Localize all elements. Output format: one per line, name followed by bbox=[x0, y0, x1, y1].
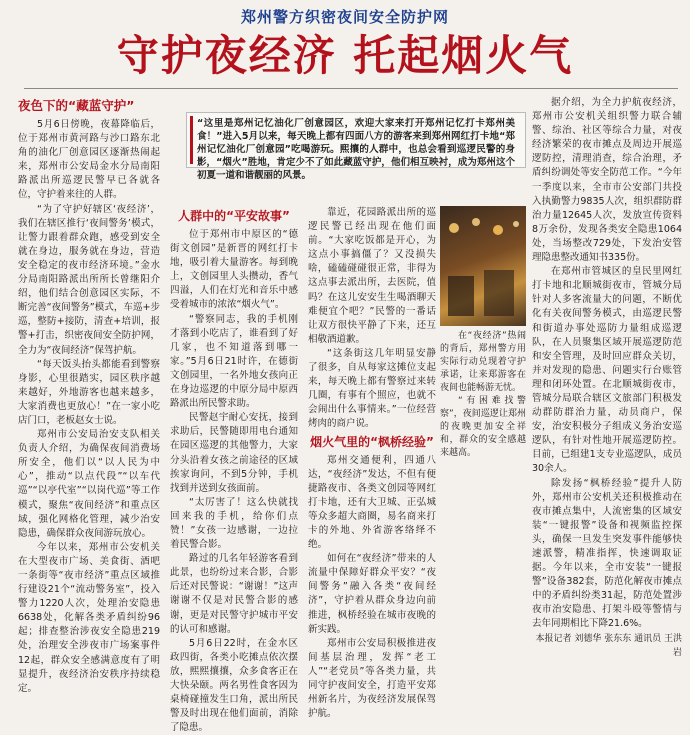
column-4 bbox=[532, 96, 682, 658]
paragraph: 位于郑州市中原区的“德街文创园”是新晋的网红打卡地，吸引着大量游客。每到晚上，文创园里人头攒动，香气四溢，人们在灯光和音乐中感受着城市的浓浓“烟火气”。 bbox=[170, 229, 298, 311]
paragraph: 路过的几名年轻游客看到此景，也纷纷过来合影，合影后还对民警说：“谢谢！”这声谢谢不仅是对民警合影的感谢，更是对民警守护城市平安的认可和感谢。 bbox=[170, 553, 298, 635]
paragraph: “这条街这几年明显安静了很多，自从每家这摊位支起来，每天晚上都有警察过来转几圈，有事有个照应，也就不会闹出什么事情来。”一位经营烤肉的商户说。 bbox=[308, 347, 436, 430]
paragraph: 如何在“夜经济”带来的人流量中保障好群众平安？“夜间警务”融入各类“夜间经济”，守护着从群众身边向前推进，枫桥经验在城市夜晚的新实践。 bbox=[308, 553, 436, 635]
article-headline: 守护夜经济 托起烟火气 bbox=[116, 31, 574, 80]
paragraph: “太厉害了！这么快就找回来我的手机，给你们点赞！”女孩一边感谢，一边拉着民警合影。 bbox=[170, 496, 298, 551]
paragraph: 5月6日22时，在金水区政四街，各类小吃摊点依次摆放，熙熙攘攘，众多食客正在大快朵颐。两名男性食客因为桌椅碰撞发生口角，派出所民警及时出现在他们面前，消除了隐患。 bbox=[170, 637, 298, 734]
section-title-3: 烟火气里的“枫桥经验” bbox=[310, 434, 434, 449]
section-title-1: 夜色下的“藏蓝守护” bbox=[18, 98, 135, 113]
column-3 bbox=[308, 206, 436, 720]
header-rule bbox=[24, 88, 678, 89]
column-3b bbox=[440, 330, 526, 496]
paragraph: 郑州市公安局积极推进夜间基层治理，发挥“老工人”“老党员”等各类力量，共同守护夜间安全，打造平安郑州新名片，为夜经济发展保驾护航。 bbox=[308, 637, 436, 720]
paragraph: 靠近，花园路派出所的巡逻民警已经出现在他们面前。“大家吃饭都是开心，为这点小事搞僵了？又没损失啥，磕磕碰碰很正常，非得为这点事去派出所，去医院，值吗？在这儿安安生生喝酒聊天难便宜个吧？”民警的一番话让双方很快平静了下来，还互相敬酒道歉。 bbox=[308, 207, 436, 345]
paragraph: “为了守护好辖区‘夜经济’，我们在辖区推行‘夜间警务’模式，让警力跟着群众跑，感受到安全就在身边，服务就在身边，营造安全稳定的夜市经济环境。”金水分局南阳路派出所所长曾继阳介绍，他们结合创意园区实际，不断完善“夜间警务”模式，车巡+步巡，整防+接防，清查+培训，报警+打击，织密夜间安全防护网，全力为“夜间经济”保驾护航。 bbox=[18, 203, 160, 356]
paragraph: 除发扬“枫桥经验”提升人防外，郑州市公安机关还积极推动在夜市摊点集中，人流密集的区域安装“一键报警”设备和视频监控探头，确保一旦发生突发事件能够快速派警，精准指挥，快速调取证据。今年以来，全市安装“一键报警”设备382套，防范化解夜市摊点中的矛盾纠纷类31起，防范处置涉夜市治安隐患、打架斗殴等警情与去年同期相比下降21.6%。 bbox=[532, 477, 682, 630]
paragraph: 据介绍，为全力护航夜经济，郑州市公安机关组织警力联合辅警、综治、社区等综合力量，对夜经济繁荣的夜市摊点及周边开展巡逻防控，清理消查，综合治理，矛盾纠纷调处等安全防范工作。“今年一季度以来，全市市公安部门共投入执勤警力9835人次，组织群防群治力量12645人次，发放宣传资料8万余份，发现各类安全隐患1064处，当场整改729处，下发治安管理隐患整改通知书335份。 bbox=[532, 97, 682, 264]
article-intro: “这里是郑州记忆油化厂创意园区，欢迎大家来打开郑州记忆打卡郑州美食！”进入5月以来，每天晚上都有四面八方的游客来到郑州网红打卡地“郑州记忆油化厂创意园”吃喝游玩。熙攘的人群中，也总会看到巡逻民警的身影，“烟火”胜地，肯定少不了如此藏蓝守护，他们相互映衬，成为郑州这个初夏一道和谐靓丽的风景。 bbox=[186, 112, 526, 168]
night-market-photo bbox=[440, 206, 526, 326]
paragraph: “警察同志，我的手机刚才落到小吃店了，谁看到了好几家，也不知道落到哪一家。”5月6日21时许，在德街文创园里，一名外地女孩向正在身边巡逻的中原分局中原西路派出所民警求助。 bbox=[170, 313, 298, 410]
article-kicker: 郑州警方织密夜间安全防护网 bbox=[240, 8, 449, 26]
paragraph: 民警赵宇耐心安抚，接到求助后，民警随即用电台通知在园区巡逻的其他警力，大家分头沿着女孩之前途径的区域挨家询问，不到5分钟，手机找到并送到女孩面前。 bbox=[170, 412, 298, 494]
section-title-2: 人群中的“平安故事” bbox=[178, 209, 290, 223]
column-2 bbox=[170, 206, 298, 734]
paragraph: 在郑州市管城区的皇民里网红打卡地和北顺城街夜市，管城分局针对人多客流量大的问题，不断优化有关夜间警务模式，由巡逻民警和街道办事处巡防力量组成巡逻队，在人员聚集区域开展巡逻防范和安全管理，及时回应群众关切，并对发现的隐患、问题实行台账管理和闭环处置。在北顺城街夜市，管城分局联合辖区文旅部门积极发动群防群治力量，动员商户，保安，治安积极分子组成义务治安巡逻队，有针对性地开展巡逻防控。目前，已组建1支专业巡逻队，成员30余人。 bbox=[532, 266, 682, 475]
byline: 本报记者 刘德华 张东东 通讯员 王洪岩 bbox=[535, 633, 682, 658]
paragraph: 在“夜经济”热闹的背后，郑州警方用实际行动兑现着守护承诺，让来郑游客在夜间也能畅游无忧。 bbox=[440, 331, 526, 393]
paragraph: “有困难找警察”，夜间巡逻让郑州的夜晚更加安全祥和，群众的安全感越来越高。 bbox=[440, 396, 526, 458]
paragraph: “每天饭头抬头都能看到警察身影，心里很踏实，园区秩序越来越好，外地游客也越来越多，大家消费也更放心！”在一家小吃店门口，老板赵女士说。 bbox=[18, 358, 160, 426]
paragraph: 郑州市公安局治安支队相关负责人介绍，为确保夜间消费场所安全，他们以“以人民为中心”，推动“以点代段”“以车代巡”“以亭代室”“以岗代巡”等工作模式，聚焦“夜间经济”和重点区域，强化网格化管理，减少治安隐患，确保群众夜间游玩放心。 bbox=[18, 429, 160, 539]
paragraph: 5月6日傍晚，夜幕降临后，位于郑州市黄河路与沙口路东北角的油化厂创意园区逐渐热闹起来，郑州市公安局金水分局南阳路派出所巡逻民警早已各就各位，守护着来往的人群。 bbox=[18, 119, 160, 201]
column-1 bbox=[18, 92, 160, 694]
lantern-lights-icon bbox=[440, 206, 526, 326]
paragraph: 今年以来，郑州市公安机关在大型夜市广场、美食街、酒吧一条街等“夜市经济”重点区域推行建设21个“流动警务室”，投入警力1220人次，处理治安隐患6638处，化解各类矛盾纠纷96起；排查整治涉夜安全隐患219处，治理安全涉夜市广场案事件12起，群众安全感满意度有了明显提升，夜经济治安秩序持续稳定。 bbox=[18, 541, 160, 694]
paragraph: 郑州交通便利，四通八达，“夜经济”发达，不但有便捷路夜市、各类文创园等网红打卡地，还有大卫城、正弘城等众多超大商圈，易名商来打卡的外地、外省游客络绎不绝。 bbox=[308, 454, 436, 551]
